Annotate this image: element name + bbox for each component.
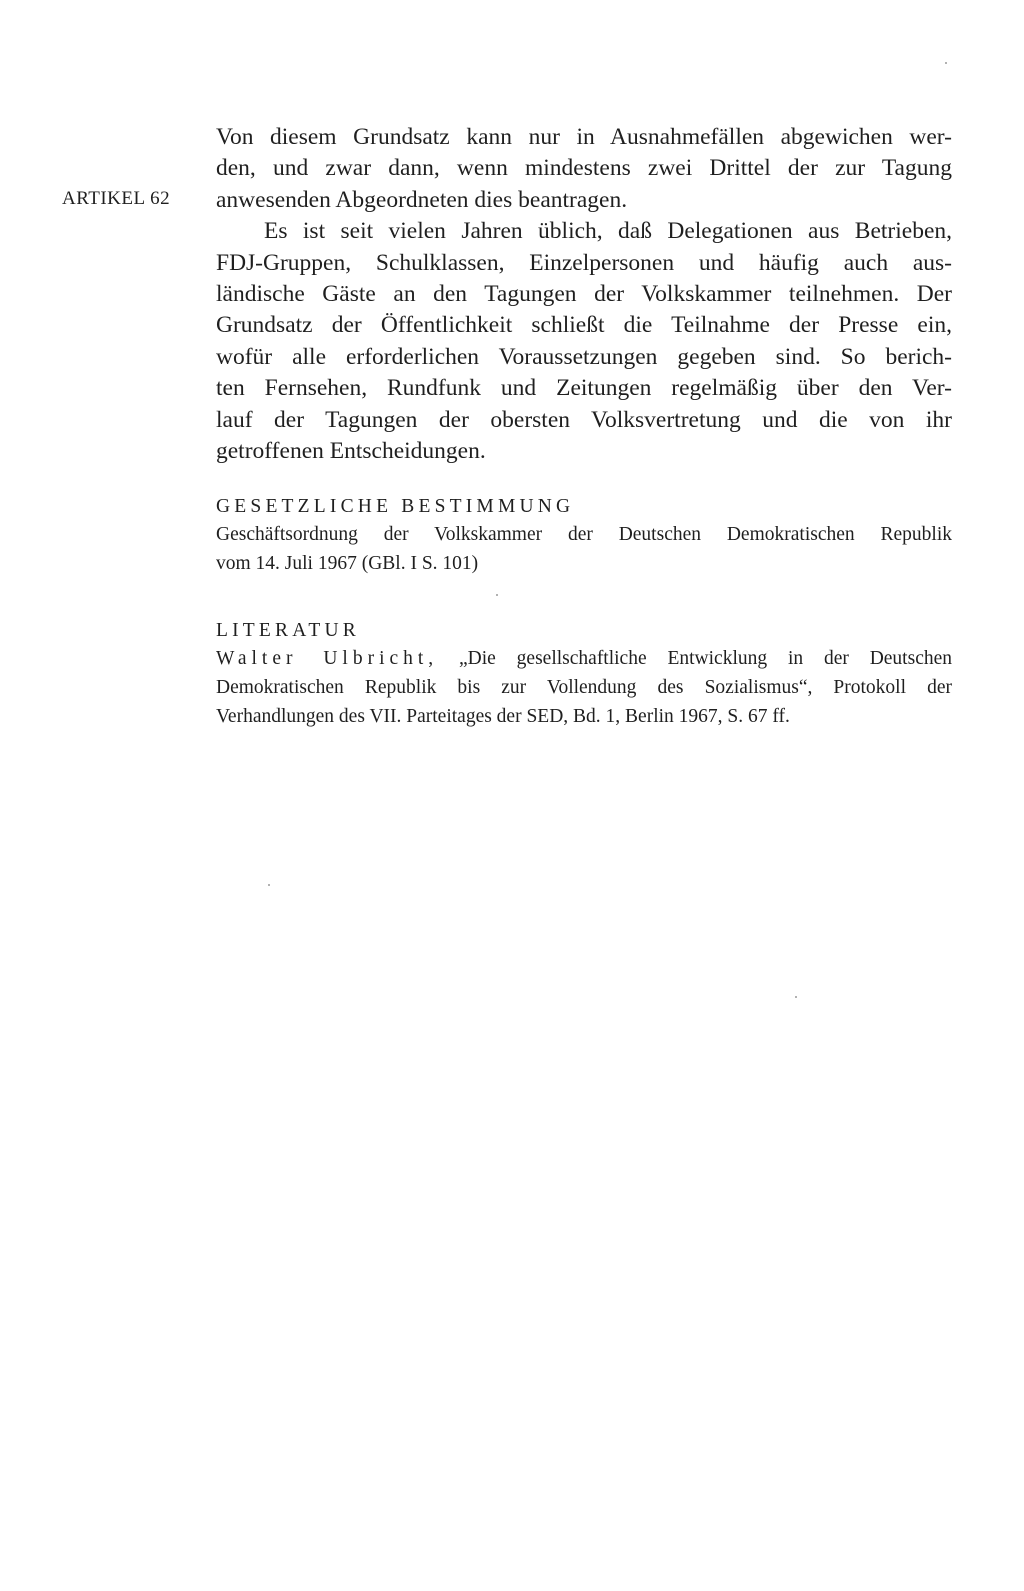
literature-section [216, 618, 952, 731]
body-line: ten Fernsehen, Rundfunk und Zeitungen regelmäßig über den Ver- [216, 375, 952, 402]
literature-line [216, 644, 952, 673]
body-line: wofür alle erforderlichen Voraussetzungen gegeben sind. So berich- [216, 343, 952, 370]
literature-heading: LITERATUR [216, 620, 360, 641]
body-line: getroffenen Entscheidungen. [216, 437, 486, 464]
literature-line: Verhandlungen des VII. Parteitages der SED, Bd. 1, Berlin 1967, S. 67 ff. [216, 706, 790, 727]
scan-speck [496, 594, 498, 596]
literature-author: Walter Ulbricht, [216, 648, 439, 669]
scan-speck [945, 62, 947, 64]
body-line: Von diesem Grundsatz kann nur in Ausnahmefällen abgewichen wer- [216, 124, 952, 150]
body-line: FDJ-Gruppen, Schulklassen, Einzelpersonen und häufig auch aus- [216, 249, 952, 276]
literature-line: Demokratischen Republik bis zur Vollendung des Sozialismus“, Protokoll der [216, 677, 952, 698]
scan-speck [795, 996, 797, 998]
body-line: anwesenden Abgeordneten dies beantragen. [216, 186, 628, 213]
body-line: Es ist seit vielen Jahren üblich, daß Delegationen aus Betrieben, [264, 218, 952, 245]
body-line: lauf der Tagungen der obersten Volksvertretung und die von ihr [216, 406, 952, 433]
legal-provision-line: Geschäftsordnung der Volkskammer der Deutschen Demokratischen Republik [216, 524, 952, 545]
legal-provision-line: vom 14. Juli 1967 (GBl. I S. 101) [216, 553, 479, 574]
body-line: Grundsatz der Öffentlichkeit schließt die Teilnahme der Presse ein, [216, 312, 952, 339]
article-body [216, 122, 952, 467]
body-line: den, und zwar dann, wenn mindestens zwei Drittel der zur Tagung [216, 155, 952, 182]
legal-provision-section [216, 494, 952, 578]
scan-speck [268, 884, 270, 886]
legal-provision-heading: GESETZLICHE BESTIMMUNG [216, 496, 575, 517]
article-margin-label: ARTIKEL 62 [62, 188, 171, 209]
body-line: ländische Gäste an den Tagungen der Volkskammer teilnehmen. Der [216, 280, 952, 307]
literature-title-start: „Die gesellschaftliche Entwicklung in der Deutschen [459, 648, 952, 669]
